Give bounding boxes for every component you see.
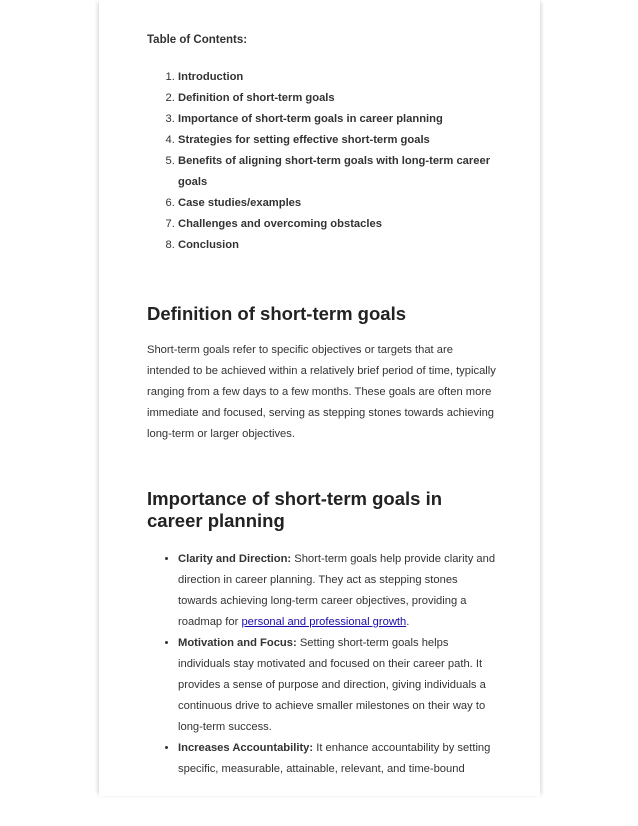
list-item	[178, 633, 497, 738]
table-of-contents	[147, 67, 497, 256]
toc-item: 5. Benefits of aligning short-term goals with long-term career goals	[178, 151, 497, 193]
toc-item: 1. Introduction	[178, 67, 497, 88]
toc-item: 6. Case studies/examples	[178, 193, 497, 214]
importance-list	[147, 549, 497, 780]
list-item	[178, 738, 497, 780]
toc-item: 2. Definition of short-term goals	[178, 88, 497, 109]
definition-heading: Definition of short-term goals	[147, 303, 406, 324]
toc-item: 8. Conclusion	[178, 235, 497, 256]
toc-item: 4. Strategies for setting effective short-term goals	[178, 130, 497, 151]
bullet-text: Setting short-term goals helps individuals stay motivated and focused on their career path. It provides a sense of purpose and direction, giving individuals a continuous drive to achieve smaller milestones on their way to long-term success.	[178, 637, 486, 733]
toc-title: Table of Contents:	[147, 34, 248, 46]
list-item	[178, 549, 497, 633]
importance-heading: Importance of short-term goals in career planning	[147, 488, 443, 531]
document-content	[147, 30, 497, 780]
bullet-title: Increases Accountability:	[178, 742, 314, 754]
bullet-title: Motivation and Focus:	[178, 637, 297, 649]
growth-link[interactable]: personal and professional growth	[241, 616, 407, 628]
definition-paragraph: Short-term goals refer to specific objectives or targets that are intended to be achieved within a relatively brief period of time, typically ranging from a few days to a few months. These goals are often more immediate and focused, serving as stepping stones towards achieving long-term or larger objectives.	[147, 344, 496, 440]
document-page	[99, 0, 540, 796]
toc-item: 7. Challenges and overcoming obstacles	[178, 214, 497, 235]
bullet-text-end: .	[406, 616, 410, 628]
toc-item: 3. Importance of short-term goals in career planning	[178, 109, 497, 130]
bullet-text: It enhance accountability by setting specific, measurable, attainable, relevant, and time-bound	[178, 742, 491, 775]
bullet-title: Clarity and Direction:	[178, 553, 292, 565]
bullet-text: Short-term goals help provide clarity and direction in career planning. They act as stepping stones towards achieving long-term career objectives, providing a roadmap for	[178, 553, 496, 628]
